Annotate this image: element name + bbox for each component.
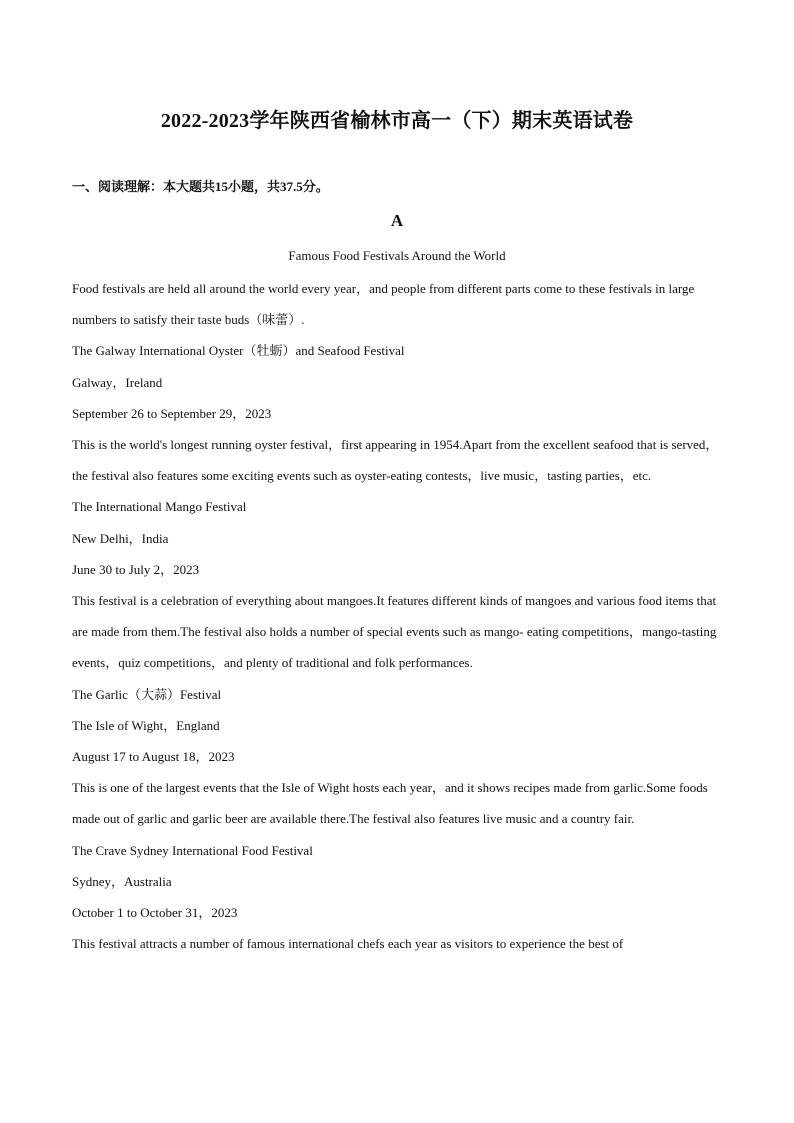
- exam-title: 2022-2023学年陕西省榆林市高一（下）期末英语试卷: [160, 110, 634, 132]
- festival-name: The International Mango Festival: [72, 499, 247, 515]
- passage-label: A: [390, 211, 404, 230]
- festival-name: The Garlic（大蒜）Festival: [72, 686, 222, 702]
- festival-name: The Galway International Oyster（牡蛎）and Seafood Festival: [72, 343, 405, 359]
- festival-location: The Isle of Wight，England: [72, 717, 220, 733]
- intro-paragraph: Food festivals are held all around the world every year，and people from different parts come to these festivals in large numbers to satisfy their taste buds（味蕾）.: [72, 281, 695, 328]
- festival-location: Galway，Ireland: [72, 374, 163, 390]
- festival-dates: October 1 to October 31，2023: [72, 905, 238, 921]
- festival-description: This festival attracts a number of famous international chefs each year as visitors to experience the best of: [72, 936, 624, 952]
- passage-body: [72, 273, 722, 959]
- passage-title: Famous Food Festivals Around the World: [288, 248, 506, 263]
- festival-description: This is one of the largest events that the Isle of Wight hosts each year，and it shows recipes made from garlic.Some foods made out of garlic and garlic beer are available there.The festival also features live music and a country fair.: [72, 780, 708, 827]
- festival-dates: August 17 to August 18，2023: [72, 749, 235, 765]
- festival-description: This festival is a celebration of everything about mangoes.It features different kinds of mangoes and various food items that are made from them.The festival also holds a number of special events such as mango- eating competitions，mango-tasting events，quiz competitions，and plenty of traditional and folk performances.: [72, 593, 717, 671]
- section-heading: 一、阅读理解：本大题共15小题，共37.5分。: [72, 179, 329, 194]
- festival-location: New Delhi，India: [72, 530, 169, 546]
- festival-dates: September 26 to September 29，2023: [72, 405, 272, 421]
- festival-name: The Crave Sydney International Food Festival: [72, 842, 313, 858]
- festival-description: This is the world's longest running oyster festival，first appearing in 1954.Apart from the excellent seafood that is served，the festival also features some exciting events such as oyster-eating contests，live music，tasting parties，etc.: [72, 437, 719, 484]
- festival-dates: June 30 to July 2，2023: [72, 561, 200, 577]
- festival-location: Sydney，Australia: [72, 873, 172, 889]
